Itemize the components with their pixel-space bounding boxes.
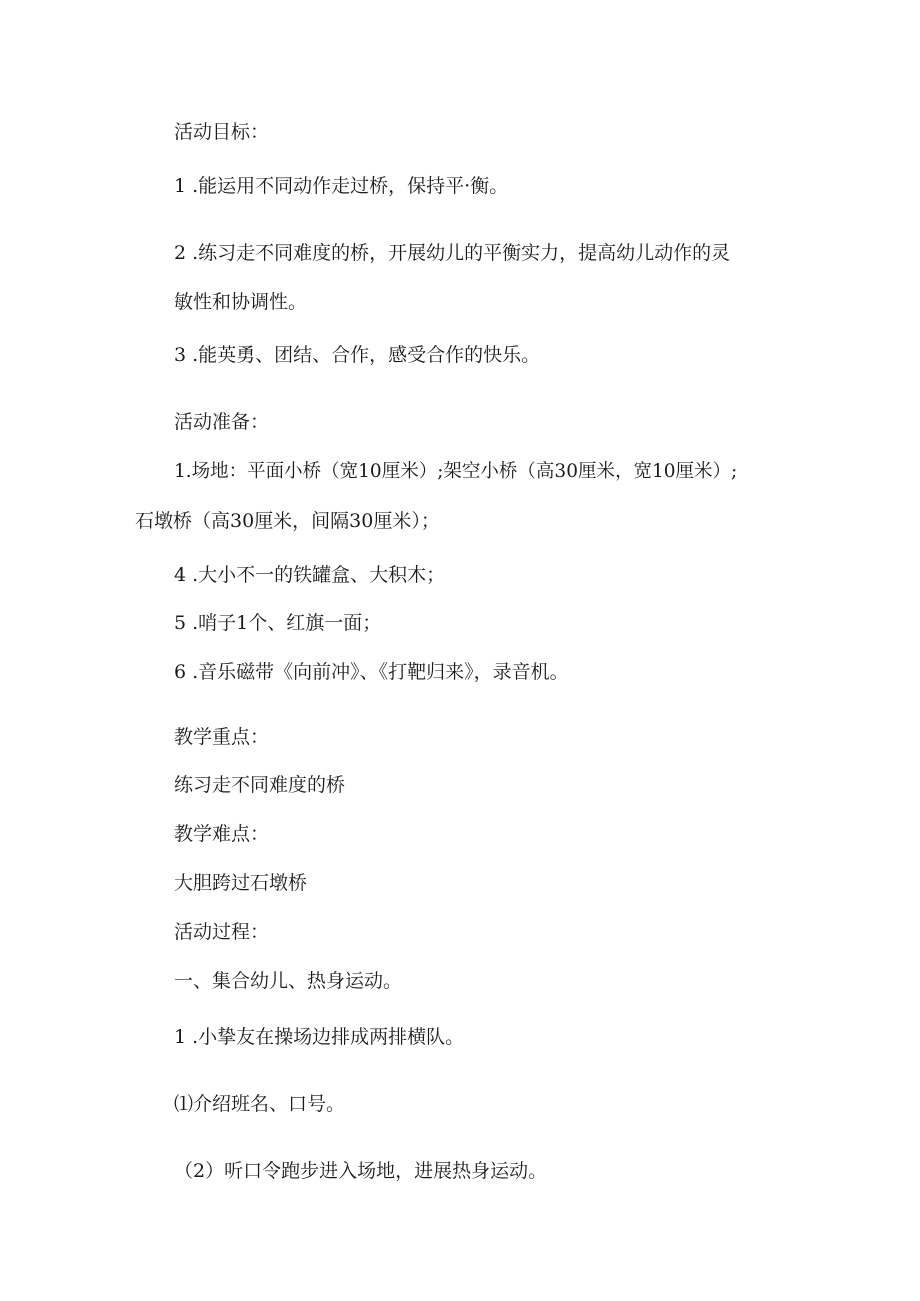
section-heading-preparation: 活动准备：	[174, 411, 270, 433]
preparation-item-6: 6 .音乐磁带《向前冲》、《打靶归来》，录音机。	[174, 661, 569, 683]
goal-item-2: 2 .练习走不同难度的桥，开展幼儿的平衡实力，提高幼儿动作的灵	[174, 242, 731, 264]
section-heading-key-point: 教学重点：	[174, 726, 270, 748]
preparation-item-1: 1.场地：平面小桥（宽10厘米）;架空小桥（高30厘米，宽10厘米）;	[174, 461, 738, 482]
process-substep-1-b: （2）听口令跑步进入场地，进展热身运动。	[174, 1160, 548, 1182]
goal-item-2-continued: 敏性和协调性。	[174, 291, 308, 313]
preparation-item-5: 5 .哨子1个、红旗一面；	[174, 612, 382, 634]
goal-item-3: 3 .能英勇、团结、合作，感受合作的快乐。	[174, 344, 541, 366]
goal-item-1: 1 .能运用不同动作走过桥，保持平·衡。	[174, 175, 509, 197]
process-substep-1: 1 .小挚友在操场边排成两排横队。	[174, 1026, 465, 1048]
section-heading-goals: 活动目标：	[174, 121, 270, 143]
process-substep-1-a: ⑴介绍班名、口号。	[174, 1093, 346, 1115]
preparation-item-4: 4 .大小不一的铁罐盒、大积木；	[174, 564, 446, 586]
key-point-text: 练习走不同难度的桥	[174, 774, 346, 796]
section-heading-difficulty: 教学难点：	[174, 823, 270, 845]
preparation-item-1-continued: 石墩桥（高30厘米，间隔30厘米）；	[135, 510, 440, 532]
difficulty-text: 大胆跨过石墩桥	[174, 872, 308, 894]
process-step-1: 一、集合幼儿、热身运动。	[174, 970, 403, 992]
section-heading-process: 活动过程：	[174, 921, 270, 943]
